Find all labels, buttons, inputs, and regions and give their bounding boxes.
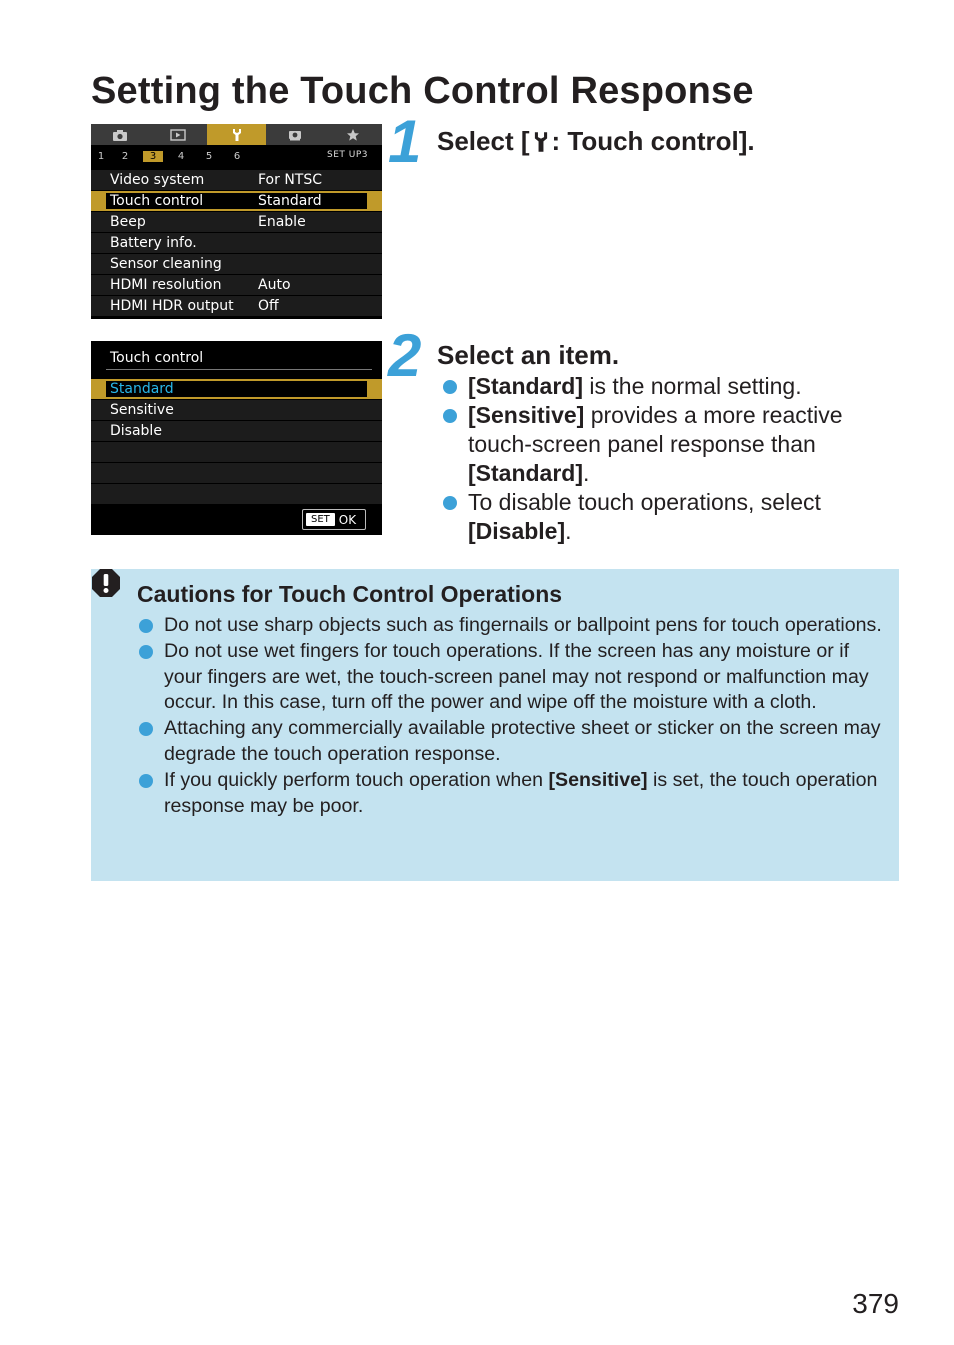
option-empty [91,442,382,462]
page-number: 379 [852,1288,899,1319]
menu-page[interactable]: 2 [121,150,129,162]
wrench-icon [230,128,244,142]
menu-row-label: Touch control [110,193,204,209]
option-standard[interactable] [91,379,382,399]
star-icon [346,128,360,142]
menu-page[interactable]: 4 [177,150,185,162]
list-item: Do not use wet fingers for touch operations. If the screen has any moisture or if your fingers are wet, the touch-screen panel may not respond or malfunction may occur. In this case, turn off the power and wipe off the moisture with a cloth. [138,639,888,716]
menu-row[interactable] [91,233,382,253]
tab-shooting[interactable] [91,124,149,145]
tab-my-menu[interactable] [324,124,382,145]
menu-pages [91,145,382,167]
tab-playback[interactable] [149,124,207,145]
menu-row-value: Standard [258,193,322,209]
list-item: If you quickly perform touch operation when [Sensitive] is set, the touch operation response may be poor. [138,768,888,820]
ok-label: OK [338,512,357,527]
option-label: Sensitive [110,402,174,418]
menu-row[interactable] [91,254,382,274]
menu-row[interactable] [91,296,382,316]
menu-tabs [91,124,382,145]
menu-row[interactable] [91,170,382,190]
option-empty [91,484,382,504]
list-item: Attaching any commercially available protective sheet or sticker on the screen may degrade the touch operation response. [138,716,888,768]
menu-row-value: Off [258,298,279,314]
touch-control-screen [91,341,382,535]
step-2-bullets [442,372,882,546]
menu-row-label: Sensor cleaning [110,256,222,272]
option-sensitive[interactable] [91,400,382,420]
menu-row-label: Beep [110,214,146,230]
screen-title: Touch control [110,350,204,366]
option-empty [91,463,382,483]
menu-page-active[interactable]: 3 [143,151,163,162]
tab-setup[interactable] [207,124,265,145]
menu-page[interactable]: 1 [97,150,105,162]
menu-page[interactable]: 6 [233,150,241,162]
set-label: SET [306,513,335,526]
caution-list [138,613,888,819]
menu-row-value: Enable [258,214,306,230]
playback-icon [170,129,186,141]
wrench-icon [532,131,550,153]
option-disable[interactable] [91,421,382,441]
menu-page[interactable]: 5 [205,150,213,162]
step-2-heading: Select an item. [437,340,620,370]
list-item: [Standard] is the normal setting. [442,372,882,401]
menu-row-label: Video system [110,172,205,188]
menu-code: SET UP3 [327,150,368,160]
step-1-heading [437,126,755,156]
step-1-text: Select [ [437,126,530,156]
set-ok-button[interactable] [302,509,366,530]
caution-title: Cautions for Touch Control Operations [137,581,563,607]
list-item: To disable touch operations, select [Disable]. [442,488,882,546]
menu-row-value: For NTSC [258,172,323,188]
option-label: Standard [110,381,174,397]
list-item: Do not use sharp objects such as fingernails or ballpoint pens for touch operations. [138,613,888,639]
menu-row-selected[interactable] [91,191,382,211]
menu-row-label: HDMI resolution [110,277,222,293]
camera-icon [112,129,128,141]
custom-icon [287,129,303,141]
menu-row[interactable] [91,275,382,295]
menu-row-label: HDMI HDR output [110,298,234,314]
camera-menu-screen [91,124,382,319]
caution-icon [91,568,121,598]
list-item: [Sensitive] provides a more reactive touch-screen panel response than [Standard]. [442,401,882,488]
page-title: Setting the Touch Control Response [91,70,754,112]
tab-custom[interactable] [266,124,324,145]
divider [106,369,372,370]
menu-row[interactable] [91,212,382,232]
menu-row-label: Battery info. [110,235,197,251]
step-1-text: : Touch control]. [551,126,755,156]
step-2-number: 2 [388,322,422,389]
menu-row-value: Auto [258,277,291,293]
option-label: Disable [110,423,162,439]
caution-box [91,569,899,881]
step-1-number: 1 [388,108,422,175]
